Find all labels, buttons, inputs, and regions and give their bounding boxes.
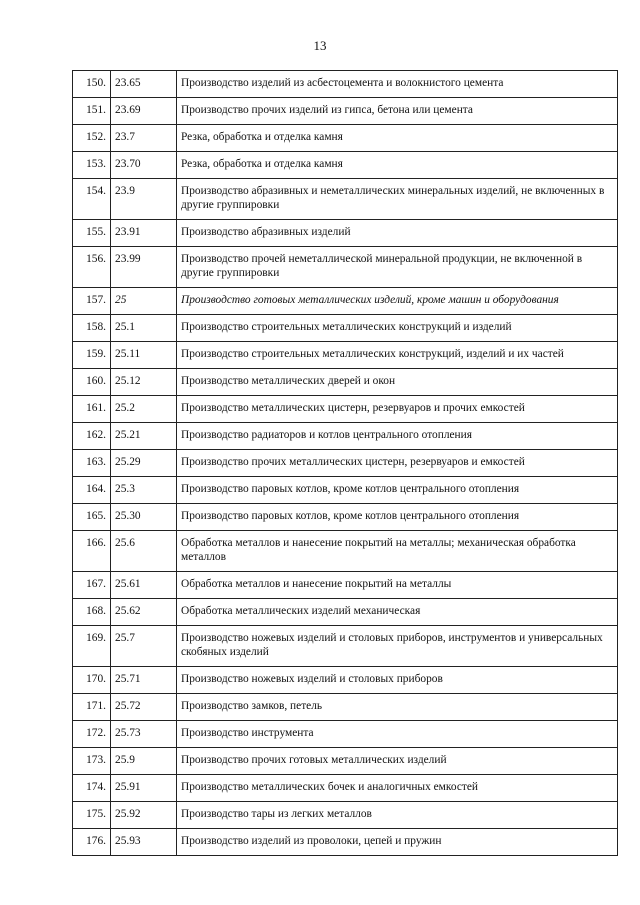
row-number: 174. (73, 775, 111, 802)
activity-code: 23.69 (111, 98, 177, 125)
activity-name: Производство металлических дверей и окон (177, 369, 618, 396)
table-row (73, 829, 618, 856)
row-number: 162. (73, 423, 111, 450)
activity-name: Производство изделий из проволоки, цепей и пружин (177, 829, 618, 856)
activity-name: Производство ножевых изделий и столовых приборов (177, 667, 618, 694)
activity-code: 25.62 (111, 599, 177, 626)
activity-code: 25.91 (111, 775, 177, 802)
row-number: 167. (73, 572, 111, 599)
activity-name: Производство строительных металлических конструкций и изделий (177, 315, 618, 342)
table-row (73, 450, 618, 477)
row-number: 155. (73, 220, 111, 247)
row-number: 156. (73, 247, 111, 288)
activity-code: 23.99 (111, 247, 177, 288)
activity-code: 23.70 (111, 152, 177, 179)
activity-name: Обработка металлов и нанесение покрытий на металлы; механическая обработка металлов (177, 531, 618, 572)
activity-name: Производство радиаторов и котлов центрального отопления (177, 423, 618, 450)
activity-code: 25.72 (111, 694, 177, 721)
table-row (73, 71, 618, 98)
row-number: 154. (73, 179, 111, 220)
activity-name: Обработка металлов и нанесение покрытий на металлы (177, 572, 618, 599)
table-row (73, 220, 618, 247)
activity-name: Производство ножевых изделий и столовых приборов, инструментов и универсальных скобяных изделий (177, 626, 618, 667)
row-number: 172. (73, 721, 111, 748)
row-number: 153. (73, 152, 111, 179)
activity-code: 23.7 (111, 125, 177, 152)
row-number: 173. (73, 748, 111, 775)
activity-code: 25 (111, 288, 177, 315)
row-number: 158. (73, 315, 111, 342)
activity-code: 25.61 (111, 572, 177, 599)
activity-code: 25.93 (111, 829, 177, 856)
activity-code: 25.11 (111, 342, 177, 369)
row-number: 163. (73, 450, 111, 477)
activity-code: 23.9 (111, 179, 177, 220)
activity-code: 25.1 (111, 315, 177, 342)
activity-name: Производство металлических бочек и аналогичных емкостей (177, 775, 618, 802)
activity-code: 25.73 (111, 721, 177, 748)
table-row (73, 477, 618, 504)
row-number: 165. (73, 504, 111, 531)
activity-code: 25.92 (111, 802, 177, 829)
table-row (73, 423, 618, 450)
table-body (73, 71, 618, 856)
table-row (73, 152, 618, 179)
row-number: 152. (73, 125, 111, 152)
row-number: 166. (73, 531, 111, 572)
activity-code: 23.91 (111, 220, 177, 247)
activity-code: 25.6 (111, 531, 177, 572)
row-number: 170. (73, 667, 111, 694)
activity-name: Производство прочих металлических цистерн, резервуаров и емкостей (177, 450, 618, 477)
activity-code: 25.9 (111, 748, 177, 775)
table-row (73, 572, 618, 599)
activity-code: 25.71 (111, 667, 177, 694)
row-number: 171. (73, 694, 111, 721)
table-row (73, 98, 618, 125)
activity-name: Производство металлических цистерн, резервуаров и прочих емкостей (177, 396, 618, 423)
row-number: 164. (73, 477, 111, 504)
activity-code: 25.2 (111, 396, 177, 423)
activity-code: 25.30 (111, 504, 177, 531)
table-row (73, 626, 618, 667)
activity-name: Производство паровых котлов, кроме котлов центрального отопления (177, 477, 618, 504)
table-row (73, 531, 618, 572)
row-number: 151. (73, 98, 111, 125)
activity-name: Производство замков, петель (177, 694, 618, 721)
activity-name: Производство паровых котлов, кроме котлов центрального отопления (177, 504, 618, 531)
row-number: 150. (73, 71, 111, 98)
table-row (73, 315, 618, 342)
row-number: 157. (73, 288, 111, 315)
activity-code: 23.65 (111, 71, 177, 98)
row-number: 161. (73, 396, 111, 423)
activity-code: 25.12 (111, 369, 177, 396)
table-row (73, 748, 618, 775)
table-row (73, 369, 618, 396)
row-number: 159. (73, 342, 111, 369)
activity-name: Производство абразивных изделий (177, 220, 618, 247)
activity-name: Производство прочей неметаллической минеральной продукции, не включенной в другие группировки (177, 247, 618, 288)
page-number: 13 (313, 38, 327, 53)
table-row (73, 775, 618, 802)
activity-code: 25.29 (111, 450, 177, 477)
table-row (73, 179, 618, 220)
table-row (73, 721, 618, 748)
activity-name: Производство тары из легких металлов (177, 802, 618, 829)
activity-name: Производство прочих изделий из гипса, бетона или цемента (177, 98, 618, 125)
table-row (73, 396, 618, 423)
activity-name: Резка, обработка и отделка камня (177, 152, 618, 179)
table-row (73, 504, 618, 531)
activity-code: 25.21 (111, 423, 177, 450)
activity-name: Производство строительных металлических конструкций, изделий и их частей (177, 342, 618, 369)
activity-name: Производство изделий из асбестоцемента и волокнистого цемента (177, 71, 618, 98)
activity-name: Производство инструмента (177, 721, 618, 748)
table-row (73, 667, 618, 694)
row-number: 175. (73, 802, 111, 829)
table-row (73, 802, 618, 829)
table-row (73, 694, 618, 721)
row-number: 160. (73, 369, 111, 396)
row-number: 176. (73, 829, 111, 856)
table-row (73, 247, 618, 288)
table-row (73, 342, 618, 369)
activity-name: Производство готовых металлических изделий, кроме машин и оборудования (177, 288, 618, 315)
activity-name: Обработка металлических изделий механическая (177, 599, 618, 626)
activity-code: 25.7 (111, 626, 177, 667)
activity-codes-table (72, 70, 618, 856)
table-row (73, 125, 618, 152)
row-number: 169. (73, 626, 111, 667)
activity-code: 25.3 (111, 477, 177, 504)
row-number: 168. (73, 599, 111, 626)
activity-name: Производство абразивных и неметаллических минеральных изделий, не включенных в другие группировки (177, 179, 618, 220)
activity-name: Производство прочих готовых металлических изделий (177, 748, 618, 775)
table-row (73, 599, 618, 626)
activity-name: Резка, обработка и отделка камня (177, 125, 618, 152)
table-row (73, 288, 618, 315)
